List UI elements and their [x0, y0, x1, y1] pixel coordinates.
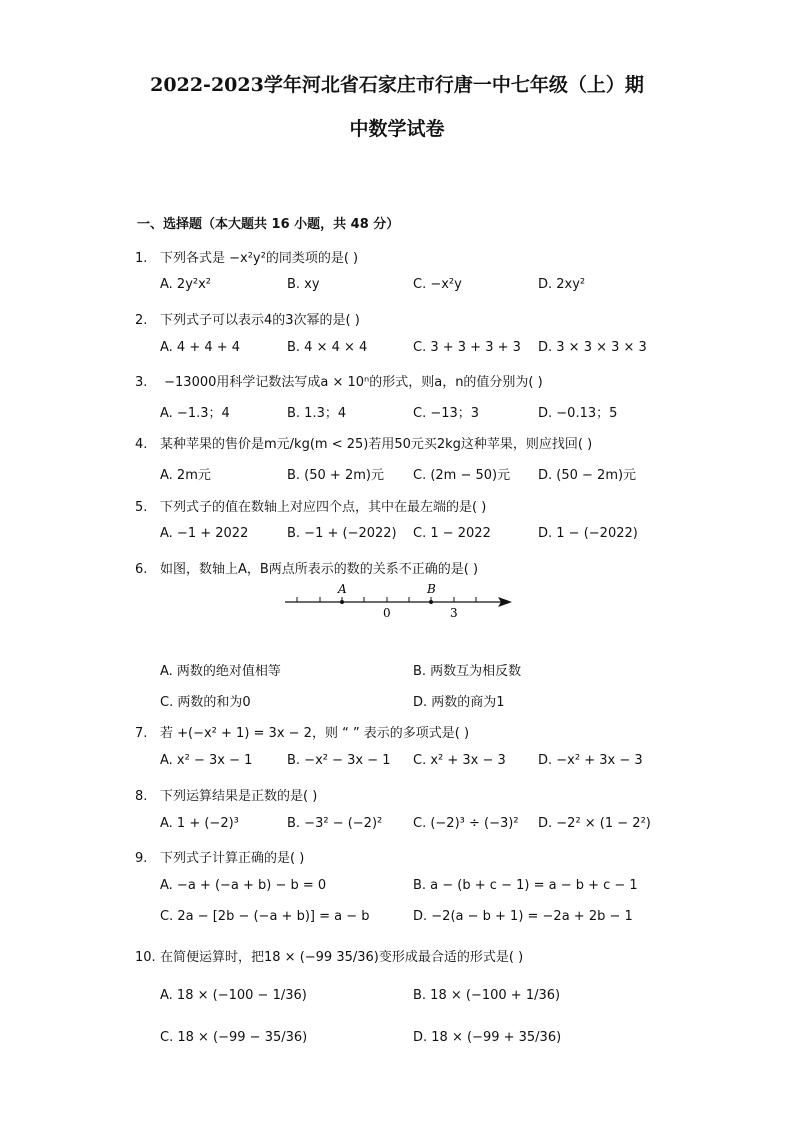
q3-option-c: C. −13；3	[413, 406, 480, 421]
question-8: 8. 下列运算结果是正数的是( )	[135, 789, 318, 804]
number-line-ticks	[297, 597, 476, 602]
question-9-text: 下列式子计算正确的是( )	[160, 851, 305, 866]
point-b-label: B	[427, 582, 436, 596]
three-label: 3	[450, 606, 458, 620]
q5-option-c: C. 1 − 2022	[413, 526, 491, 541]
section-heading: 一、选择题（本大题共 16 小题，共 48 分）	[137, 217, 400, 232]
question-1: 1. 下列各式是 −x²y²的同类项的是( )	[135, 251, 359, 266]
page-title-line2: 中数学试卷	[349, 118, 445, 140]
question-3: 3. −13000用科学记数法写成a × 10ⁿ的形式，则a，n的值分别为( )	[135, 375, 543, 390]
point-a-label: A	[338, 582, 347, 596]
q8-option-d: D. −2² × (1 − 2²)	[538, 816, 651, 831]
question-9: 9. 下列式子计算正确的是( )	[135, 851, 305, 866]
q2-option-b: B. 4 × 4 × 4	[287, 340, 368, 355]
q7-option-c: C. x² + 3x − 3	[413, 753, 506, 768]
question-6: 6. 如图，数轴上A，B两点所表示的数的关系不正确的是( )	[135, 562, 479, 577]
q8-option-c: C. (−2)³ ÷ (−3)²	[413, 816, 519, 831]
q10-option-c: C. 18 × (−99 − 35/36)	[160, 1030, 308, 1045]
q9-option-b: B. a − (b + c − 1) = a − b + c − 1	[413, 878, 638, 893]
q10-option-b: B. 18 × (−100 + 1/36)	[413, 988, 561, 1003]
q9-option-d: D. −2(a − b + 1) = −2a + 2b − 1	[413, 909, 633, 924]
q7-option-a: A. x² − 3x − 1	[160, 753, 253, 768]
question-3-text: −13000用科学记数法写成a × 10ⁿ的形式，则a，n的值分别为( )	[160, 375, 543, 390]
question-2: 2. 下列式子可以表示4的3次幂的是( )	[135, 313, 360, 328]
q3-option-d: D. −0.13；5	[538, 406, 618, 421]
q4-option-a: A. 2m元	[160, 468, 211, 483]
q6-option-a: A. 两数的绝对值相等	[160, 664, 281, 679]
q4-option-d: D. (50 − 2m)元	[538, 468, 637, 483]
q6-option-d: D. 两数的商为1	[413, 695, 505, 710]
q8-option-b: B. −3² − (−2)²	[287, 816, 383, 831]
point-a-dot	[340, 600, 344, 604]
q9-option-a: A. −a + (−a + b) − b = 0	[160, 878, 327, 893]
q3-option-a: A. −1.3；4	[160, 406, 230, 421]
question-8-text: 下列运算结果是正数的是( )	[160, 789, 318, 804]
q1-option-a: A. 2y²x²	[160, 277, 212, 292]
q7-option-d: D. −x² + 3x − 3	[538, 753, 643, 768]
q10-option-a: A. 18 × (−100 − 1/36)	[160, 988, 307, 1003]
q2-option-a: A. 4 + 4 + 4	[160, 340, 241, 355]
q3-option-b: B. 1.3；4	[287, 406, 347, 421]
q4-option-b: B. (50 + 2m)元	[287, 468, 384, 483]
question-7: 7. 若 +(−x² + 1) = 3x − 2，则 “ ” 表示的多项式是( )	[135, 726, 470, 741]
q5-option-d: D. 1 − (−2022)	[538, 526, 638, 541]
question-4: 4. 某种苹果的售价是m元/kg(m < 25)若用50元买2kg这种苹果，则应找回( )	[135, 437, 593, 452]
page-title-line1: 2022-2023学年河北省石家庄市行唐一中七年级（上）期	[150, 74, 644, 96]
question-10-text: 在简便运算时，把18 × (−99 35/36)变形成最合适的形式是( )	[160, 950, 524, 965]
q6-option-c: C. 两数的和为0	[160, 695, 251, 710]
question-7-text: 若 +(−x² + 1) = 3x − 2，则 “ ” 表示的多项式是( )	[160, 726, 470, 741]
question-5-text: 下列式子的值在数轴上对应四个点，其中在最左端的是( )	[160, 500, 487, 515]
q5-option-a: A. −1 + 2022	[160, 526, 249, 541]
q2-option-c: C. 3 + 3 + 3 + 3	[413, 340, 521, 355]
question-1-text: 下列各式是 −x²y²的同类项的是( )	[160, 251, 359, 266]
q9-option-c: C. 2a − [2b − (−a + b)] = a − b	[160, 909, 370, 924]
number-line-figure	[280, 580, 520, 622]
question-10: 10. 在简便运算时，把18 × (−99 35/36)变形成最合适的形式是( )	[135, 950, 524, 965]
q4-option-c: C. (2m − 50)元	[413, 468, 511, 483]
point-b-dot	[429, 600, 433, 604]
question-4-text: 某种苹果的售价是m元/kg(m < 25)若用50元买2kg这种苹果，则应找回( )	[160, 437, 593, 452]
question-2-text: 下列式子可以表示4的3次幂的是( )	[160, 313, 360, 328]
q1-option-b: B. xy	[287, 277, 320, 292]
q8-option-a: A. 1 + (−2)³	[160, 816, 239, 831]
q5-option-b: B. −1 + (−2022)	[287, 526, 397, 541]
zero-label: 0	[383, 606, 391, 620]
q7-option-b: B. −x² − 3x − 1	[287, 753, 391, 768]
q10-option-d: D. 18 × (−99 + 35/36)	[413, 1030, 562, 1045]
question-6-text: 如图，数轴上A，B两点所表示的数的关系不正确的是( )	[160, 562, 479, 577]
q1-option-c: C. −x²y	[413, 277, 462, 292]
q6-option-b: B. 两数互为相反数	[413, 664, 522, 679]
q1-option-d: D. 2xy²	[538, 277, 586, 292]
q2-option-d: D. 3 × 3 × 3 × 3	[538, 340, 647, 355]
question-5: 5. 下列式子的值在数轴上对应四个点，其中在最左端的是( )	[135, 500, 487, 515]
